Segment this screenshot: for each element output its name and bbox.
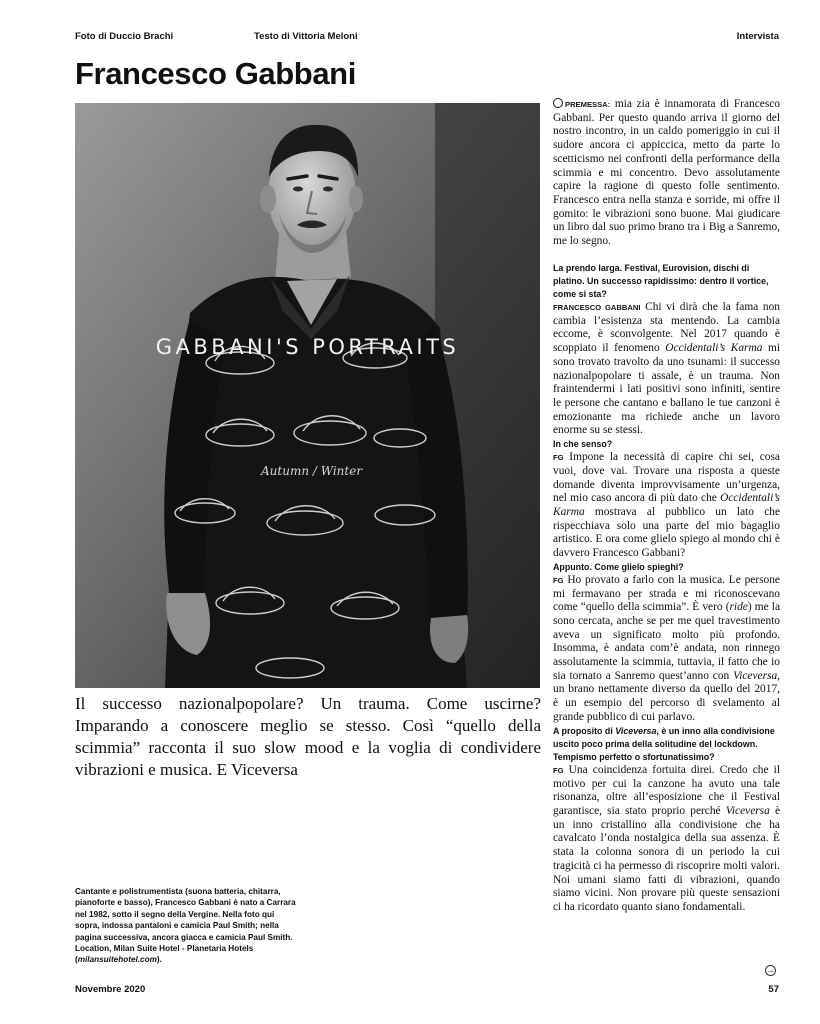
question-1: La prendo larga. Festival, Eurovision, dischi di platino. Un successo rapidissimo: dentro il vortice, come si sta?: [553, 262, 769, 299]
section-label: Intervista: [736, 31, 779, 42]
speaker-label: FG: [553, 575, 564, 585]
speaker-label: FG: [553, 765, 564, 775]
answer-2-emphasis: Occidentali’s Karma: [553, 492, 780, 518]
page-number: 57: [768, 984, 779, 995]
answer-4-text-b: è un inno cristallino alla condivisione che ha cavalcato l’onda nostalgica della sua assenza. È stata la colonna sonora di un periodo la cui tragicità ci ha permesso di riscoprire molti valori. Noi umani siamo fatti di vibrazioni, quando siamo vicini. Non provare più queste sensazioni ci ha ricordato quanto siano fondamentali.: [553, 804, 781, 913]
intro-label: PREMESSA:: [565, 100, 611, 109]
answer-3-text-a: Ho provato a farlo con la musica. Le persone mi fermavano per strada e mi riconoscevano come “quello della scimmia”. È vero (: [553, 573, 780, 614]
arrow-right-icon[interactable]: →: [766, 966, 775, 975]
intro-text: mia zia è innamorata di Francesco Gabbani. Per questo quando arriva il giorno del nostro incontro, in un caldo pomeriggio in cui il sudore ancora ci appiccica, metto da parte lo scetticismo nei confronti della performance della scimmia e mi concentro. Devo assolutamente capire la ragione di questo folle sentimento. Francesco entra nella stanza e sorride, mi offre il gomito: le vibrazioni sono buone. Mai giudicare un libro dal suo primo brano tra i Big a Sanremo, me lo segno.: [553, 98, 780, 248]
deck-text: Il successo nazionalpopolare? Un trauma. Come uscirne? Imparando a conoscere meglio se stesso. Così “quello della scimmia” racconta il suo slow mood e la voglia di condividere vibrazioni e musica. E Viceversa: [75, 694, 541, 779]
answer-1: [553, 301, 780, 438]
answer-4-emphasis: Viceversa: [725, 804, 770, 817]
answer-2-text-b: mostrava al pubblico un lato che rispecchiava solo una parte del mio bagaglio artistico. E ora come glielo spiego al mondo chi è davvero Francesco Gabbani?: [553, 505, 780, 560]
page-title: Francesco Gabbani: [75, 56, 356, 91]
shirt-print-text: Autumn / Winter: [261, 464, 363, 478]
answer-3-emphasis-1: ride: [729, 601, 748, 614]
photo-overlay-title: GABBANI'S PORTRAITS: [155, 335, 460, 359]
question-4-text-b: , è un inno alla condivisione uscito poco prima della solitudine del lockdown. Tempismo perfetto o sfortunatissimo?: [553, 725, 775, 762]
question-4-text-a: A proposito di: [553, 725, 616, 736]
article-column: [553, 98, 780, 915]
answer-4-text-a: Una coincidenza fortuita direi. Credo che il motivo per cui la canzone ha avuto una tale risonanza, oltre all’esposizione che il Festival garantisce, sia stato proprio perché: [553, 763, 780, 817]
question-4: [553, 725, 780, 764]
photo-credit: Foto di Duccio Brachi: [75, 31, 174, 42]
caption-text: Cantante e polistrumentista (suona batteria, chitarra, pianoforte e basso), Francesco Gabbani è nato a Carrara nel 1982, sotto il segno della Vergine. Nella foto qui sopra, indossa pantaloni e camicia Paul Smith; nella pagina successiva, ancora giacca e camicia Paul Smith. Location, Milan Suite Hotel - Planetaria Hotels (: [75, 887, 296, 965]
question-4-emphasis: Viceversa: [615, 725, 657, 736]
answer-3-emphasis-2: Viceversa: [733, 669, 778, 682]
answer-3-text-b: ) me la sono cercata, anche se per me quel travestimento aveva un significato molto più profondo. Insomma, è andata com’è andata, non rinnego assolutamente la scimmia, tuttavia, il fatto che io sia tornato a Sanremo quest’anno con: [553, 601, 781, 682]
issue-date: Novembre 2020: [75, 984, 146, 995]
answer-2-text-a: Impone la necessità di capire chi sei, cosa vuoi, dove vai. Trovare una risposta a queste domande diventa improvvisamente un’urgenza, nel mio caso ancora di più dato che: [553, 451, 780, 505]
text-credit: Testo di Vittoria Meloni: [254, 31, 358, 42]
speaker-label: FRANCESCO GABBANI: [553, 303, 641, 313]
caption-end: ).: [156, 955, 162, 965]
speaker-label: FG: [553, 453, 564, 463]
intro-paragraph: [553, 98, 780, 249]
answer-4: [553, 764, 780, 915]
answer-1-text-b: mi sono trovato travolto da uno tsunami: il successo nazionalpopolare ti assale, è un trauma. Non fraintendermi i lati positivi sono infiniti, sentire le persone che cantano e ballano le tue canzoni è emozionante ma richiede anche un lavoro enorme su se stessi.: [553, 342, 781, 437]
question-2: In che senso?: [553, 439, 613, 450]
answer-3: [553, 574, 780, 725]
answer-2: [553, 451, 780, 561]
circle-bullet-icon: [553, 98, 563, 108]
caption-link[interactable]: milansuitehotel.com: [77, 955, 157, 965]
portrait-photo: [75, 103, 540, 688]
portrait-illustration: [75, 103, 540, 688]
answer-3-text-c: , un brano nettamente diverso da quello del 2017, è un esempio del percorso di svelamento al grande pubblico di cui parlavo.: [553, 669, 780, 723]
photo-caption: [75, 886, 301, 966]
question-3: Appunto. Come glielo spieghi?: [553, 561, 684, 572]
answer-1-text-a: Chi vi dirà che la fama non cambia l’esistenza sta mentendo. La cambia eccome, è sconvolgente. Nel 2017 quando è scoppiato il fenomeno: [553, 301, 780, 355]
answer-1-emphasis: Occidentali’s Karma: [665, 342, 763, 355]
